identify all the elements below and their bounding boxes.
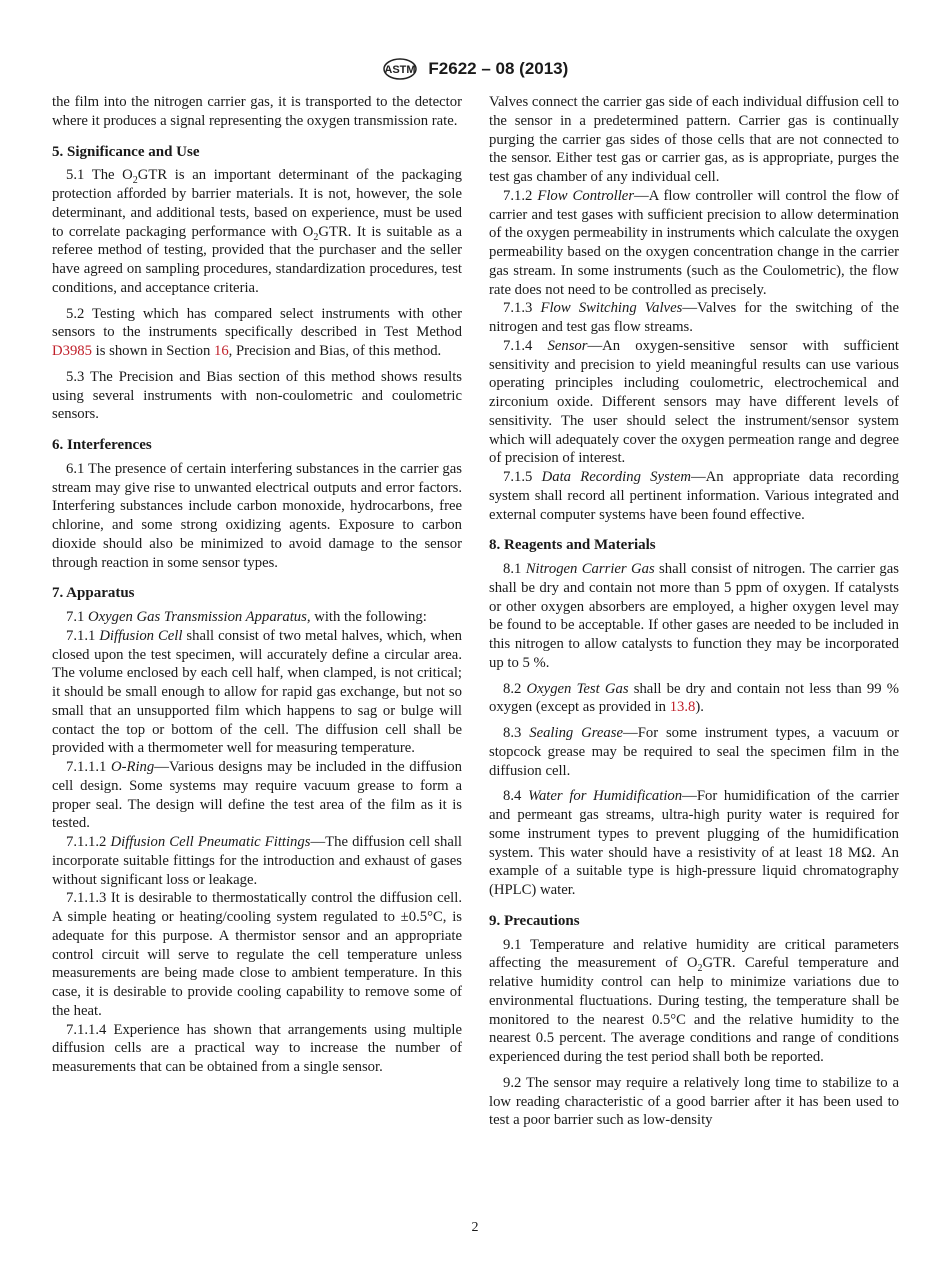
text-run: 5.2 Testing which has compared select instruments with other sensors to the instruments specifically described in Test Method	[52, 305, 462, 341]
text-run: shall consist of nitrogen. The carrier gas shall be dry and contain not more than 5 ppm of oxygen. If catalysts or other oxygen absorbers are employed, a higher oxygen level may be found to be acceptable. If other gases are needed to be included in this nitrogen to allow catalysts to function they may be incorporated up to 5 %.	[489, 561, 900, 671]
text-run: GTR. It is suitable as a referee method of testing, provided that the purchaser and the seller have agreed on sampling procedures, standardization procedures, test conditions, and acceptance criteria.	[52, 223, 462, 296]
text-run: —An appropriate data recording system shall record all pertinent information. Various integrated and external computer systems have been found effective.	[489, 469, 900, 523]
section-heading	[489, 912, 899, 931]
text-run: —Valves for the switching of the nitrogen and test gas flow streams.	[489, 300, 899, 335]
text-run: 7.1.1.3 It is desirable to thermostatically control the diffusion cell. A simple heating or heating/cooling system regulated to ±0.5°C, is adequate for this purpose. A thermistor sensor and an appropriate control circuit will serve to regulate the cell temperature unless measurements are being made close to ambient temperature. In this case, it is desirable to provide cooling capability to remove some of the heat.	[52, 890, 462, 1019]
paragraph	[52, 166, 462, 297]
text-run: 6.1 The presence of certain interfering substances in the carrier gas stream may give rise to unwanted electrical outputs and error factors. Interfering substances include carbon monoxide, hydrocarbons, free chlorine, and some strong oxidizing agents. Exposure to carbon dioxide should also be minimized to avoid damage to the sensor through reaction in some sensor types.	[52, 460, 462, 571]
text-run: 9. Precautions	[489, 912, 580, 929]
text-run: 5.3 The Precision and Bias section of this method shows results using several instruments with non-coulometric and coulometric sensors.	[52, 368, 462, 423]
document-designation: F2622 – 08 (2013)	[428, 59, 569, 78]
text-run: 7.1.2	[503, 187, 538, 204]
text-run: is shown in Section	[91, 343, 214, 359]
italic-term: Flow Switching Valves	[540, 300, 683, 317]
text-run: 5.1 The O	[66, 167, 133, 184]
text-run: 9.2 The sensor may require a relatively long time to stabilize to a low reading characteristic of a good barrier after it has been used to test a poor barrier such as low-density	[489, 1074, 899, 1129]
paragraph	[52, 93, 462, 131]
text-run: with the following:	[310, 609, 427, 625]
page-number: 2	[471, 1220, 479, 1235]
text-run: 7.1.1.2	[66, 834, 111, 850]
text-run: —For humidification of the carrier and permeant gas streams, ultra-high purity water is required for some instrument types to prevent plugging of the humidification system. This water should have a resistivity of at least 18 MΩ. An example of a suitable type is high-pressure liquid chromatography (HPLC) water.	[489, 788, 900, 898]
paragraph	[489, 299, 899, 337]
italic-term: Diffusion Cell	[99, 627, 183, 644]
text-run: 7.1	[66, 609, 89, 625]
paragraph	[489, 187, 899, 300]
text-run: Valves connect the carrier gas side of each individual diffusion cell to the sensor in a predetermined pattern. Carrier gas is continually purging the carrier gas sides of those cells that are not connected to the sensor. Either test gas or carrier gas, as is appropriate, purges the test gas chamber of any individual cell.	[489, 94, 899, 185]
paragraph	[489, 468, 899, 524]
text-run: 8. Reagents and Materials	[489, 537, 656, 554]
italic-term: Sensor	[547, 337, 588, 354]
italic-term: Data Recording System	[541, 469, 691, 485]
text-run: ).	[695, 699, 704, 716]
left-column	[52, 93, 462, 1077]
text-run: —For some instrument types, a vacuum or stopcock grease may be required to seal the specimen film in the diffusion cell.	[489, 725, 899, 779]
paragraph	[52, 608, 462, 627]
paragraph	[489, 1074, 899, 1130]
text-run: shall consist of two metal halves, which, when closed upon the test specimen, will accurately define a circular area. The volume enclosed by each cell half, when clamped, is not critical; it should be small enough to allow for rapid gas exchange, but not so small that an unsupported film which happens to sag or bulge will contact the top or bottom of the cell. The diffusion cell shall be provided with a thermometer well for measuring temperature.	[52, 627, 463, 757]
text-run: 7. Apparatus	[52, 585, 135, 602]
italic-term: Water for Humidification	[528, 788, 683, 805]
text-run: 8.4	[503, 788, 529, 805]
section-heading	[52, 143, 462, 162]
right-column	[489, 93, 899, 1137]
text-run: 7.1.1	[66, 627, 100, 644]
text-run: 9.1 Temperature and relative humidity are critical parameters affecting the measurement of O	[489, 936, 899, 972]
paragraph	[52, 305, 462, 361]
text-run: 8.1	[503, 561, 526, 577]
paragraph	[489, 787, 899, 900]
text-run: —Various designs may be included in the diffusion cell design. Some systems may require vacuum grease to form a proper seal. The design will define the test area of the film as it is tested.	[52, 759, 462, 832]
text-run: shall be dry and contain not less than 99 % oxygen (except as provided in	[489, 680, 899, 716]
text-run: 5. Significance and Use	[52, 143, 200, 160]
section-heading	[489, 536, 899, 555]
italic-term: Diffusion Cell Pneumatic Fittings	[110, 834, 311, 850]
paragraph	[52, 627, 462, 758]
paragraph	[489, 560, 899, 673]
paragraph	[52, 368, 462, 424]
text-run: —A flow controller will control the flow of carrier and test gases with sufficient precision to allow determination of the oxygen permeability in instruments which calculate the oxygen permeability based on the oxygen concentration change in the carrier gas stream. In some instruments (such as the Coulometric), the flow rate does not need to be controlled as precisely.	[489, 187, 899, 298]
paragraph	[52, 833, 462, 889]
italic-term: Oxygen Gas Transmission Apparatus,	[88, 609, 311, 625]
text-run: 8.3	[503, 725, 530, 741]
cross-reference-link[interactable]: 13.8	[669, 699, 696, 716]
paragraph	[52, 1021, 462, 1077]
paragraph	[489, 936, 899, 1067]
italic-term: Nitrogen Carrier Gas	[525, 561, 655, 577]
text-run: —The diffusion cell shall incorporate suitable fittings for the introduction and exhaust of gases without significant loss or leakage.	[52, 834, 462, 888]
italic-term: Sealing Grease	[529, 725, 624, 741]
text-run: 7.1.1.4 Experience has shown that arrangements using multiple diffusion cells are a practical way to increase the number of measurements that can be obtained from a single sensor.	[52, 1021, 462, 1075]
text-run: 6. Interferences	[52, 437, 152, 453]
italic-term: Flow Controller	[537, 187, 635, 204]
paragraph	[52, 460, 462, 573]
paragraph	[52, 758, 462, 833]
subscript: 2	[132, 175, 138, 187]
cross-reference-link[interactable]: 16	[213, 343, 229, 359]
astm-logo-icon	[382, 58, 418, 80]
italic-term: Oxygen Test Gas	[526, 680, 629, 697]
text-run: the film into the nitrogen carrier gas, it is transported to the detector where it produces a signal representing the oxygen transmission rate.	[52, 94, 462, 129]
paragraph	[52, 889, 462, 1020]
cross-reference-link[interactable]: D3985	[52, 343, 92, 359]
text-run: 8.2	[503, 680, 527, 697]
subscript: 2	[697, 963, 703, 975]
text-run: GTR. Careful temperature and relative humidity control can help to minimize variations due to environmental fluctuations. During testing, the temperature shall be monitored to the nearest 0.5°C and the relative humidity to the nearest 0.5 percent. The average conditions and range of conditions experienced during the test period shall both be reported.	[489, 955, 899, 1065]
subscript: 2	[313, 231, 319, 243]
text-run: 7.1.4	[503, 337, 548, 354]
svg-text:ASTM: ASTM	[384, 64, 416, 76]
text-run: GTR is an important determinant of the packaging protection afforded by barrier materials. It is not, however, the sole determinant, and additional tests, based on experience, must be used to correlate packaging performance with O	[52, 167, 462, 240]
text-run: —An oxygen-sensitive sensor with sufficient sensitivity and precision to yield meaningful results can use various operating principles including coulometric, electrochemical and zirconium oxide. Different sensors may have different levels of sensitivity. The user should select the instrument/sensor system which will adequately cover the oxygen permeation range and degree of precision of interest.	[489, 337, 899, 467]
section-heading	[52, 584, 462, 603]
paragraph	[489, 337, 899, 468]
paragraph	[489, 680, 899, 718]
text-run: , Precision and Bias, of this method.	[228, 343, 442, 359]
text-run: 7.1.5	[503, 469, 542, 485]
text-run: 7.1.1.1	[66, 759, 111, 775]
text-run: 7.1.3	[503, 300, 541, 317]
section-heading	[52, 436, 462, 455]
paragraph	[489, 93, 899, 187]
page-header	[0, 58, 950, 80]
paragraph	[489, 724, 899, 780]
italic-term: O-Ring	[111, 759, 155, 775]
